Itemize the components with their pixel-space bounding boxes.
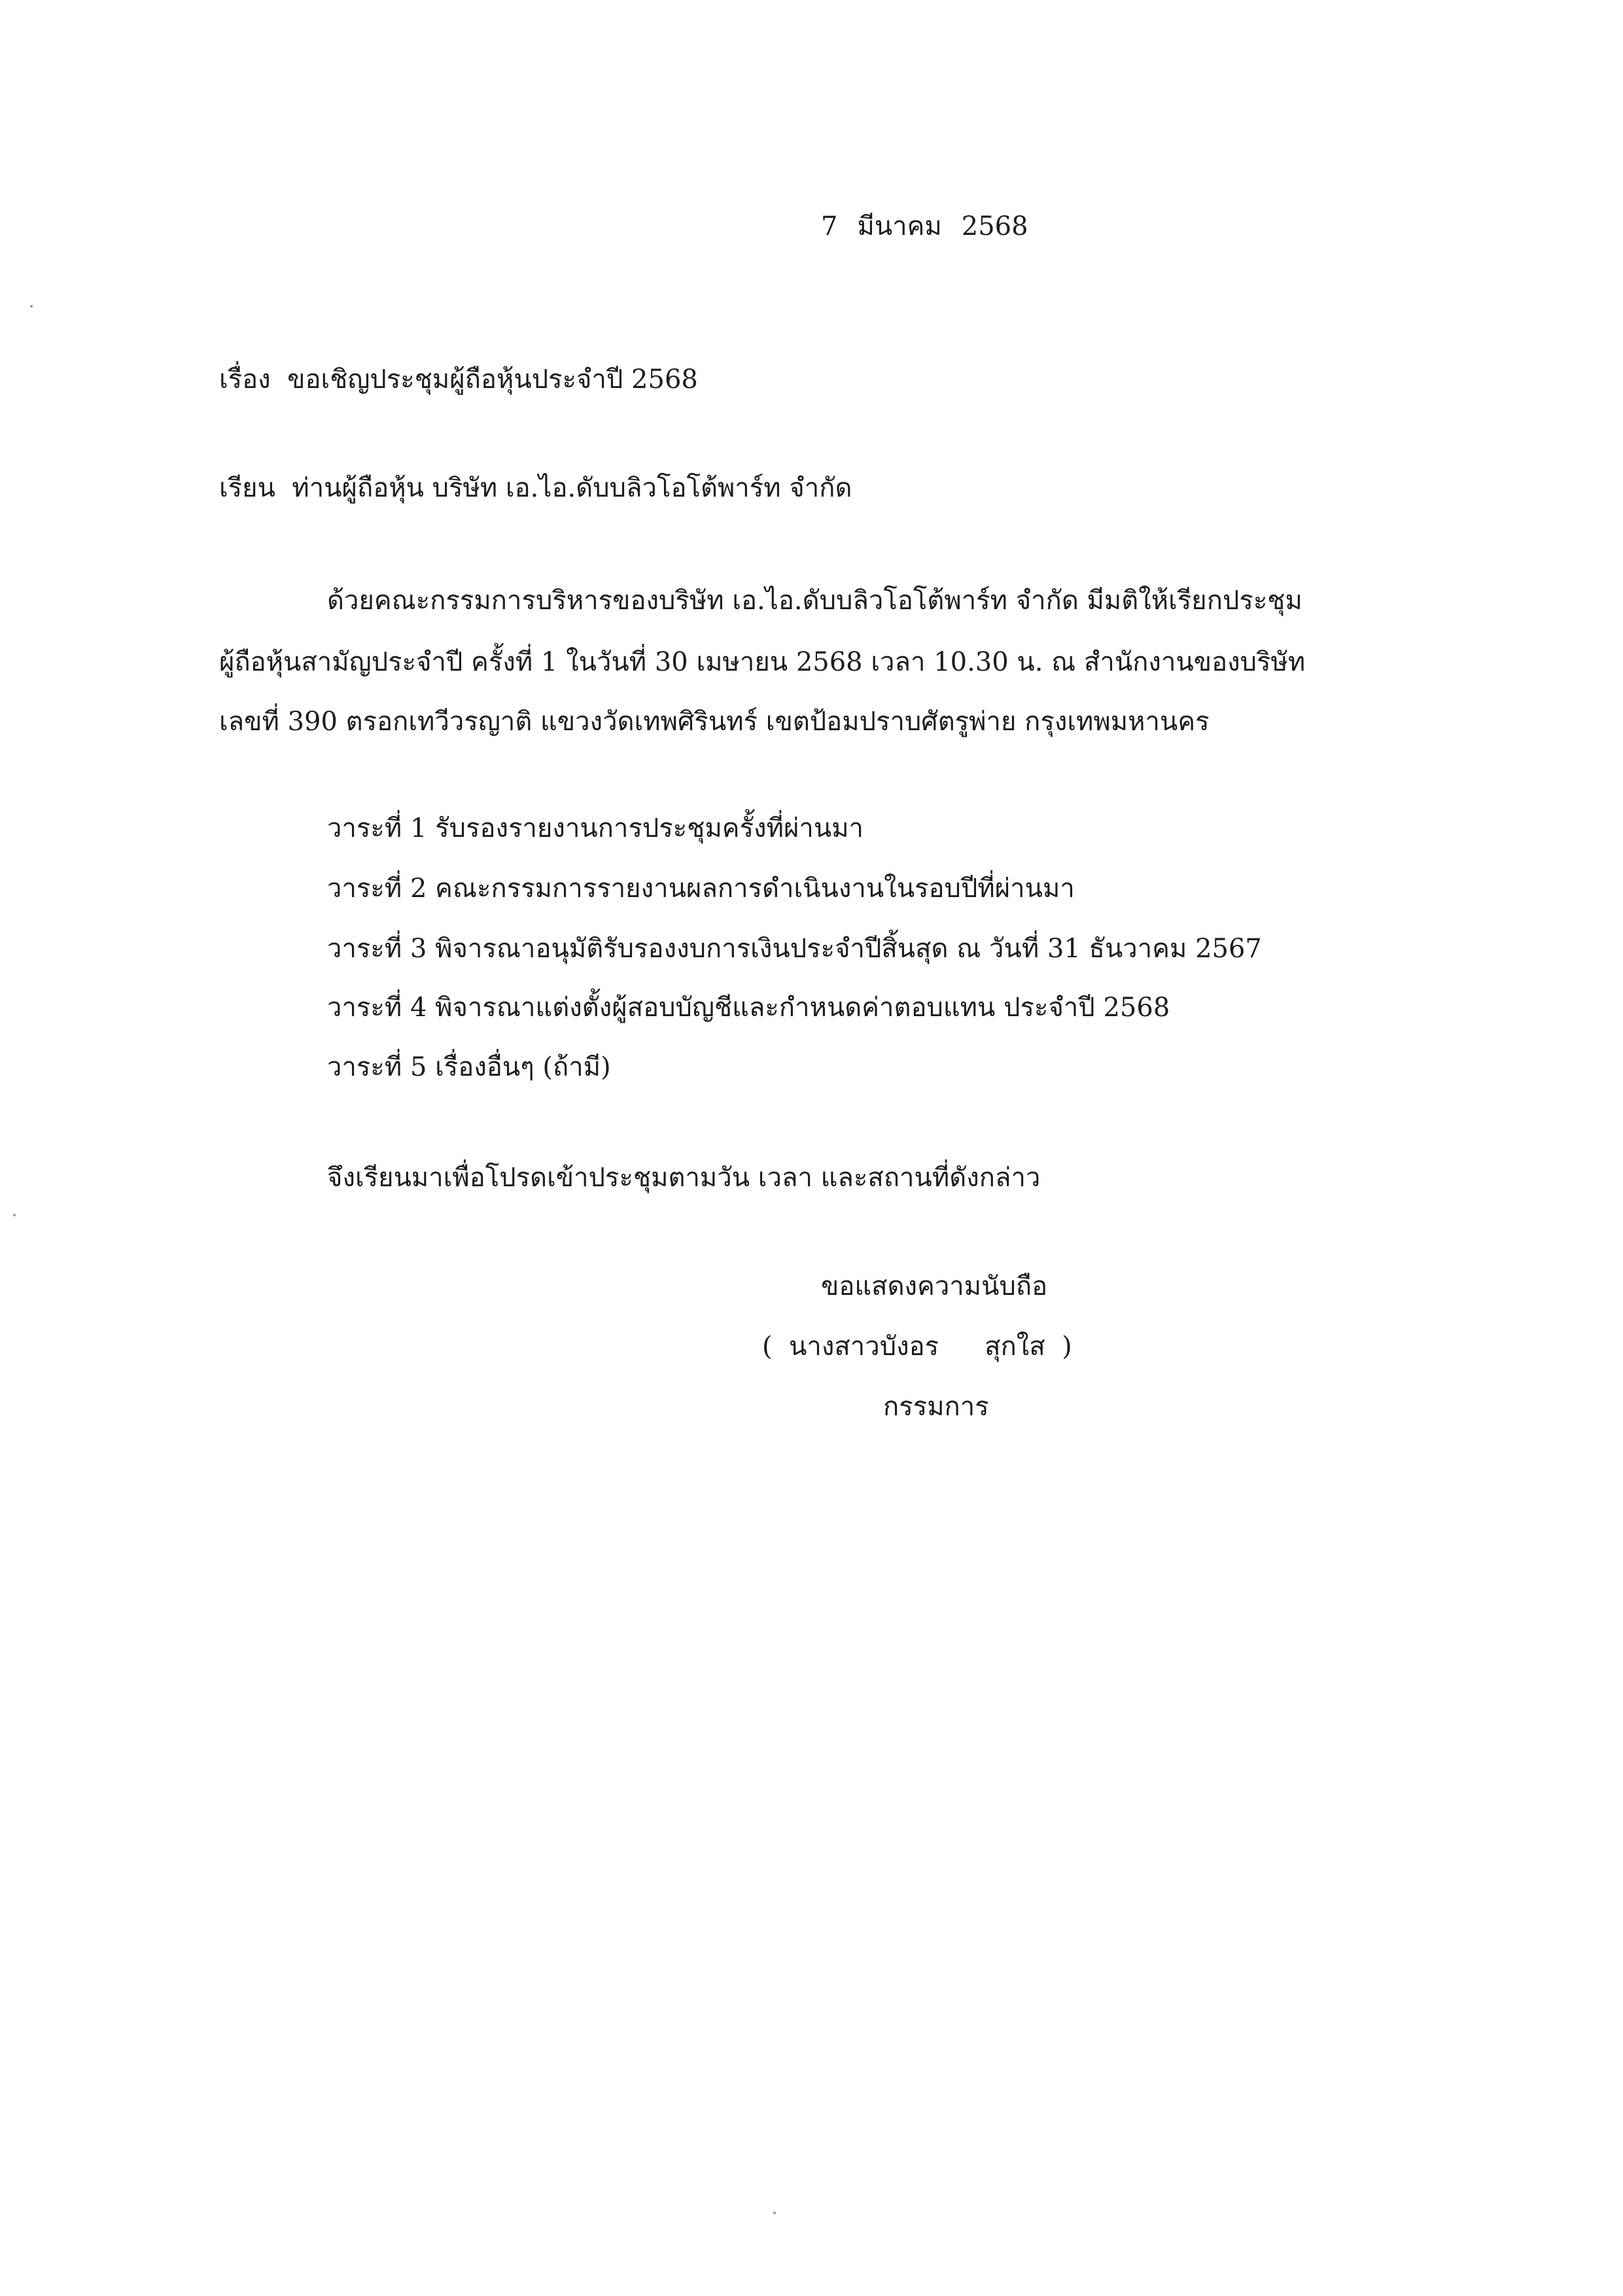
agenda-item: วาระที่ 5 เรื่องอื่นๆ (ถ้ามี) xyxy=(327,1052,611,1082)
date-year: 2568 xyxy=(961,211,1028,241)
closing-sentence: จึงเรียนมาเพื่อโปรดเข้าประชุมตามวัน เวลา และสถานที่ดังกล่าว xyxy=(327,1163,1041,1193)
date-day: 7 xyxy=(821,211,838,241)
letter-date xyxy=(821,208,1048,245)
subject-label: เรื่อง xyxy=(219,364,271,395)
recipient-text: ท่านผู้ถือหุ้น บริษัท เอ.ไอ.ดับบลิวโอโต้พาร์ท จำกัด xyxy=(292,473,852,503)
date-month: มีนาคม xyxy=(857,211,942,241)
body-paragraph-line: เลขที่ 390 ตรอกเทวีวรญาติ แขวงวัดเทพศิรินทร์ เขตป้อมปราบศัตรูพ่าย กรุงเทพมหานคร xyxy=(219,707,1210,737)
recipient-label: เรียน xyxy=(219,473,275,503)
signer-first-name: นางสาวบังอร xyxy=(789,1332,939,1362)
scan-speck xyxy=(13,1214,16,1216)
signer-name xyxy=(762,1328,1072,1365)
signer-open-paren: ( xyxy=(762,1332,773,1362)
agenda-item: วาระที่ 3 พิจารณาอนุมัติรับรองงบการเงินประจำปีสิ้นสุด ณ วันที่ 31 ธันวาคม 2567 xyxy=(327,934,1262,964)
agenda-item: วาระที่ 4 พิจารณาแต่งตั้งผู้สอบบัญชีและกำหนดค่าตอบแทน ประจำปี 2568 xyxy=(327,993,1170,1023)
signature-regards: ขอแสดงความนับถือ xyxy=(821,1271,1048,1301)
agenda-item: วาระที่ 2 คณะกรรมการรายงานผลการดำเนินงานในรอบปีที่ผ่านมา xyxy=(327,874,1075,904)
signer-last-name: สุกใส xyxy=(985,1332,1045,1362)
body-paragraph-line: ด้วยคณะกรรมการบริหารของบริษัท เอ.ไอ.ดับบลิวโอโต้พาร์ท จำกัด มีมติให้เรียกประชุม xyxy=(327,586,1302,616)
agenda-item: วาระที่ 1 รับรองรายงานการประชุมครั้งที่ผ่านมา xyxy=(327,813,864,843)
signer-close-paren: ) xyxy=(1062,1332,1072,1362)
scan-speck xyxy=(773,2212,776,2214)
body-paragraph-line: ผู้ถือหุ้นสามัญประจำปี ครั้งที่ 1 ในวันที่ 30 เมษายน 2568 เวลา 10.30 น. ณ สำนักงานของบริษัท xyxy=(219,647,1306,677)
signer-position: กรรมการ xyxy=(883,1392,989,1422)
subject-text: ขอเชิญประชุมผู้ถือหุ้นประจำปี 2568 xyxy=(287,364,698,395)
subject-line xyxy=(219,361,698,398)
recipient-line xyxy=(219,470,852,506)
scan-speck xyxy=(30,305,33,308)
